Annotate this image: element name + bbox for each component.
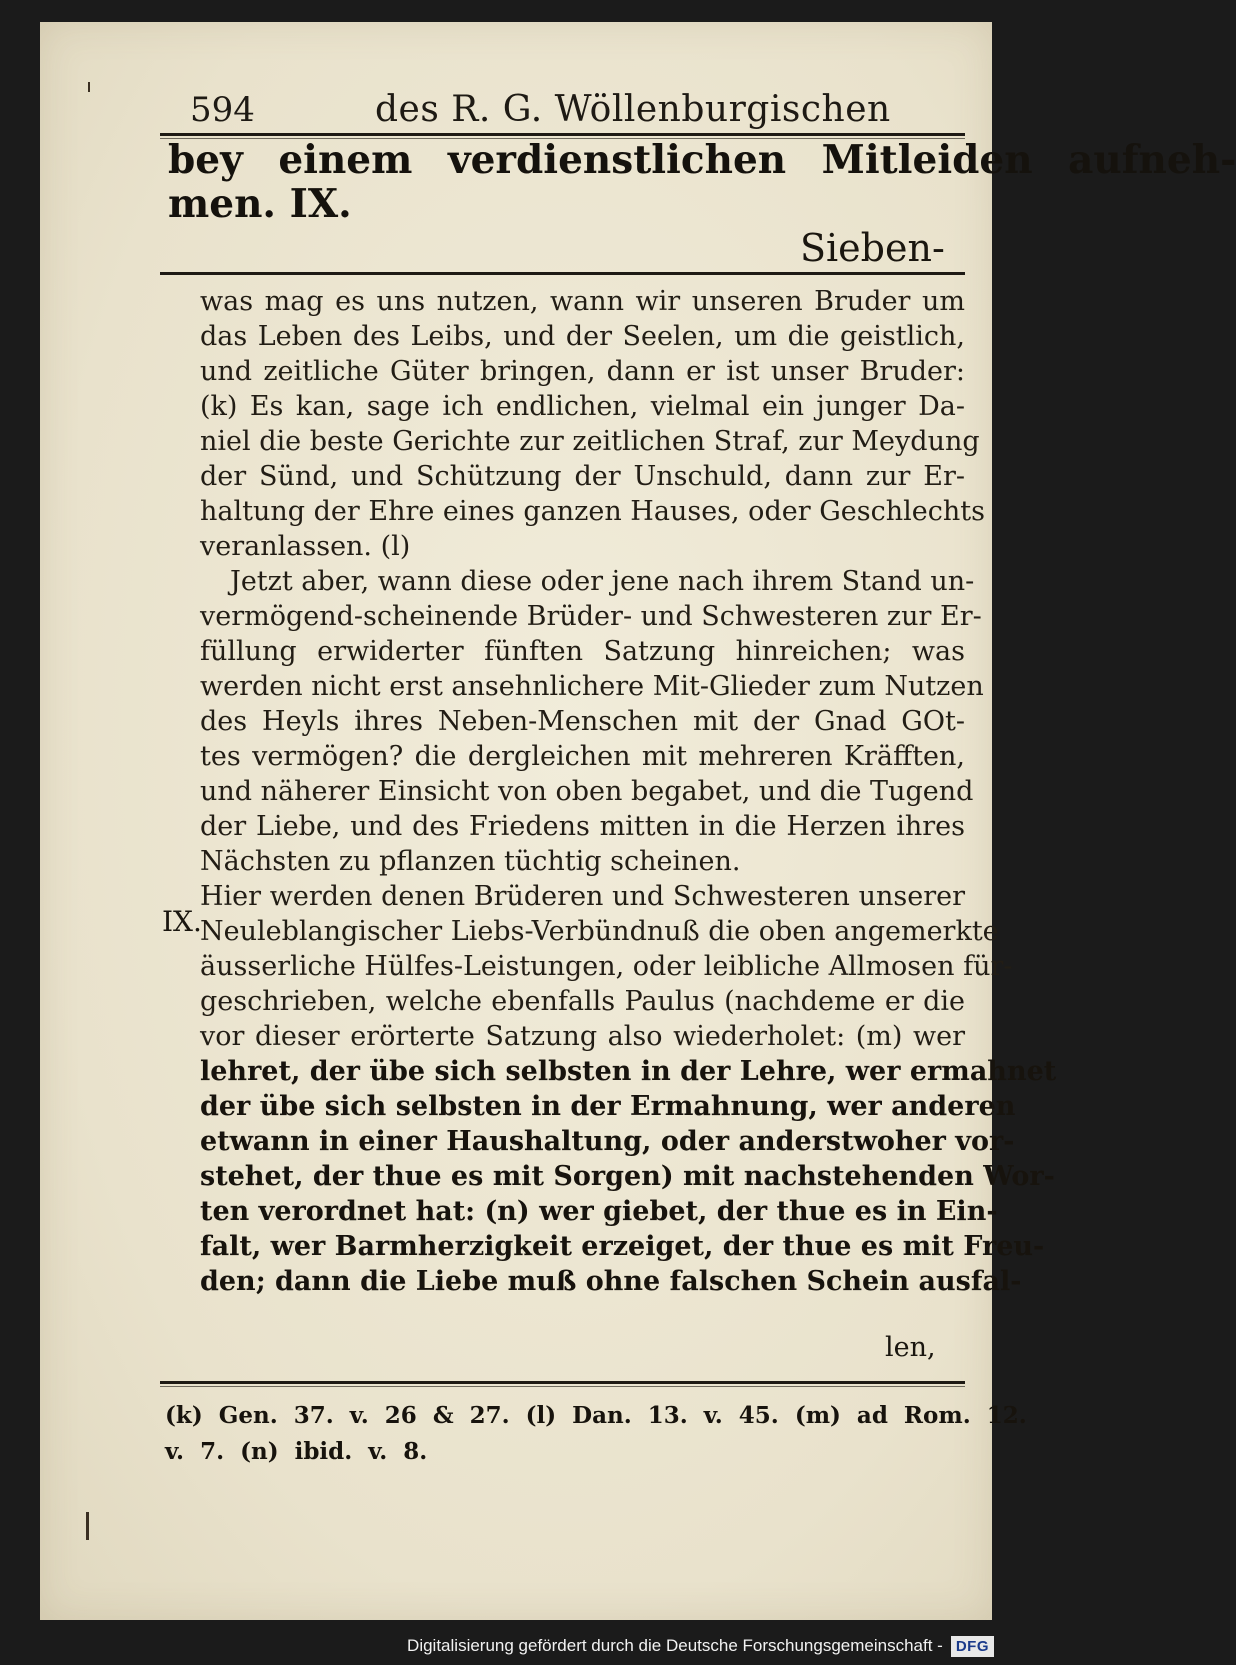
page-header — [160, 88, 960, 132]
ink-mark — [88, 82, 90, 92]
text-line: das Leben des Leibs, und der Seelen, um die geistlich, — [200, 321, 965, 352]
catchword: len, — [885, 1332, 936, 1363]
heading-line: bey einem verdienstlichen Mitleiden aufneh- — [168, 137, 1236, 183]
body-text — [200, 284, 1057, 1299]
footnote-line: v. 7. (n) ibid. v. 8. — [165, 1438, 428, 1465]
section-line: stehet, der thue es mit Sorgen) mit nachstehenden Wor- — [200, 1161, 1055, 1192]
text-line: haltung der Ehre eines ganzen Hauses, oder Geschlechts — [200, 496, 985, 527]
section-line: lehret, der übe sich selbsten in der Lehre, wer ermahnet — [200, 1056, 1057, 1087]
running-title: des R. G. Wöllenburgischen — [375, 89, 891, 130]
text-line: werden nicht erst ansehnlichere Mit-Glieder zum Nutzen — [200, 671, 984, 702]
text-line: was mag es uns nutzen, wann wir unseren Bruder um — [200, 286, 965, 317]
footnotes — [165, 1398, 1027, 1470]
text-line: der Liebe, und des Friedens mitten in die Herzen ihres — [200, 811, 965, 842]
section-line: Hier werden denen Brüderen und Schwesteren unserer — [200, 881, 965, 912]
footnote-rule — [160, 1381, 965, 1384]
text-line: und zeitliche Güter bringen, dann er ist unser Bruder: — [200, 356, 965, 387]
text-line: füllung erwiderter fünften Satzung hinreichen; was — [200, 636, 965, 667]
footnote-line: (k) Gen. 37. v. 26 & 27. (l) Dan. 13. v. 45. (m) ad Rom. 12. — [165, 1402, 1027, 1429]
page-number: 594 — [190, 90, 255, 130]
text-line: des Heyls ihres Neben-Menschen mit der Gnad GOt- — [200, 706, 965, 737]
text-line: (k) Es kan, sage ich endlichen, vielmal ein junger Da- — [200, 391, 965, 422]
section-line: den; dann die Liebe muß ohne falschen Schein ausfal- — [200, 1266, 1022, 1297]
section-line: falt, wer Barmherzigkeit erzeiget, der thue es mit Freu- — [200, 1231, 1045, 1262]
funding-banner — [407, 1631, 994, 1661]
text-line: und näherer Einsicht von oben begabet, und die Tugend — [200, 776, 974, 807]
header-rule — [160, 133, 965, 136]
text-line: der Sünd, und Schützung der Unschuld, dann zur Er- — [200, 461, 965, 492]
dfg-logo: DFG — [951, 1636, 994, 1657]
footnote-rule-thin — [160, 1386, 965, 1387]
funding-text: Digitalisierung gefördert durch die Deutsche Forschungsgemeinschaft - — [407, 1636, 943, 1655]
section-number: IX. — [162, 905, 202, 938]
section-line: äusserliche Hülfes-Leistungen, oder leibliche Allmosen für- — [200, 951, 1013, 982]
text-line: Nächsten zu pflanzen tüchtig scheinen. — [200, 846, 741, 877]
column-rule — [160, 272, 965, 275]
section-line: geschrieben, welche ebenfalls Paulus (nachdeme er die — [200, 986, 965, 1017]
section-line: der übe sich selbsten in der Ermahnung, wer anderen — [200, 1091, 1016, 1122]
text-line: Jetzt aber, wann diese oder jene nach ihrem Stand un- — [230, 566, 975, 597]
text-line: niel die beste Gerichte zur zeitlichen Straf, zur Meydung — [200, 426, 980, 457]
text-line: vermögend-scheinende Brüder- und Schwesteren zur Er- — [200, 601, 982, 632]
ink-mark — [86, 1512, 89, 1540]
section-heading — [168, 137, 1236, 227]
section-line: vor dieser erörterte Satzung also wiederholet: (m) wer — [200, 1021, 965, 1052]
section-line: etwann in einer Haushaltung, oder anderstwoher vor- — [200, 1126, 1015, 1157]
section-line: ten verordnet hat: (n) wer giebet, der thue es in Ein- — [200, 1196, 998, 1227]
text-line: veranlassen. (l) — [200, 531, 411, 562]
section-line: Neuleblangischer Liebs-Verbündnuß die oben angemerkte — [200, 916, 999, 947]
heading-line: men. IX. — [168, 181, 352, 227]
heading-catchword: Sieben- — [800, 226, 945, 270]
text-line: tes vermögen? die dergleichen mit mehreren Kräfften, — [200, 741, 965, 772]
